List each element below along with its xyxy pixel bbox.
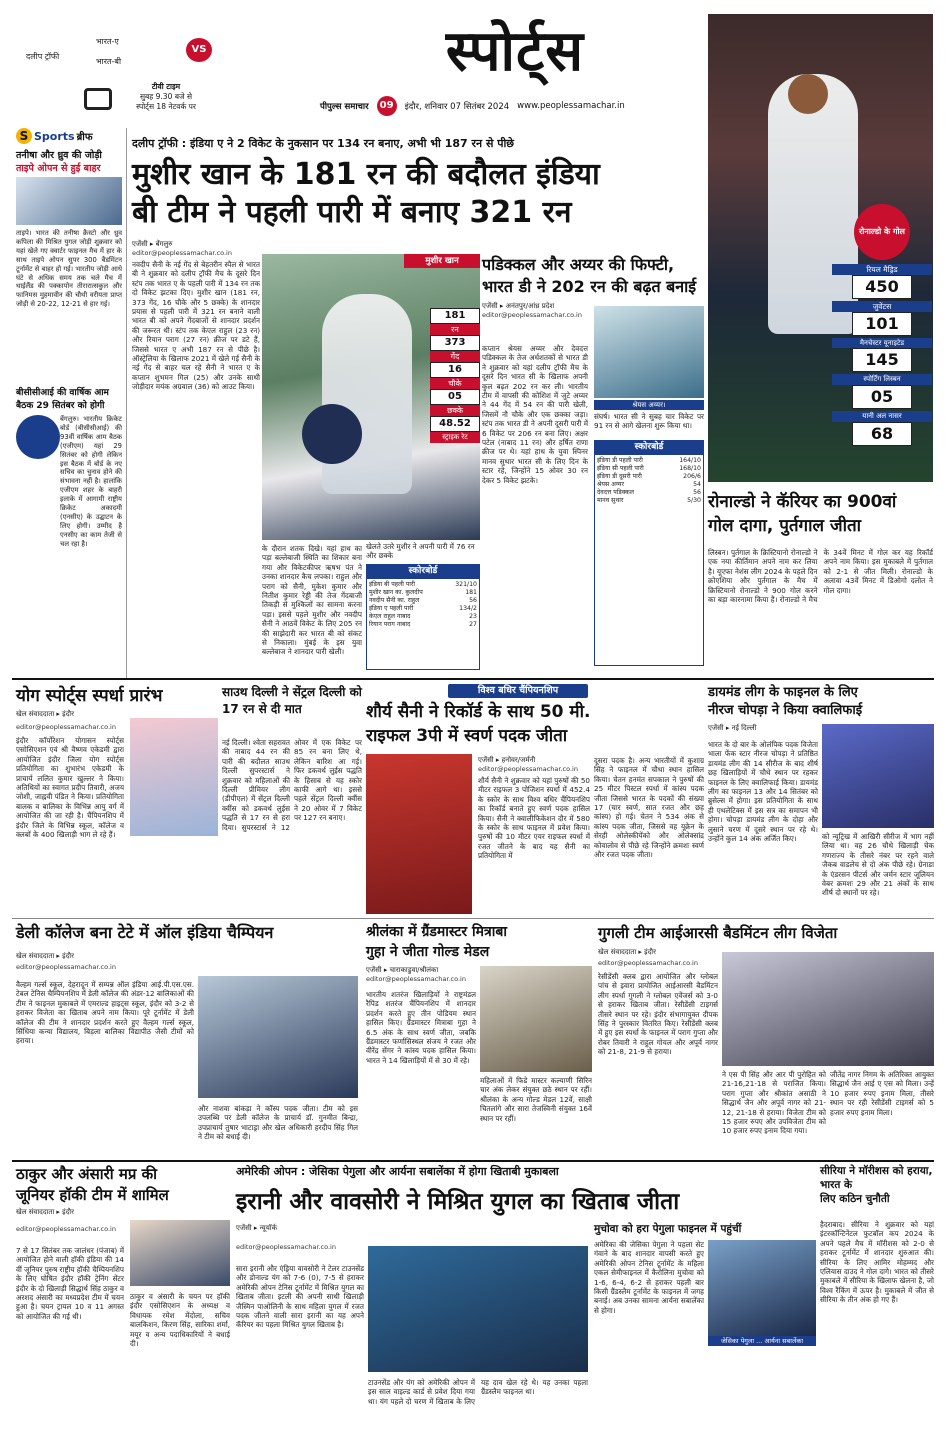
daly-body: वैल्हम गर्ल्स स्कूल, देहरादून में सम्पन्न ऑल इंडिया आई.पी.एस.एस. टेबल टेनिस चैम्पियनशिप में डेली कॉलेज की अंडर-12 बालिकाओं की टीम ने फाइनल मुकाबले में एमराल्ड हाइट्स स्कूल, इंदौर को 3-2 से हराकर विजेता का खिताब अपने नाम किया। पूरे टूर्नामेंट में डेली कॉलेज की टीम ने शानदार प्रदर्शन करते हुए वैल्हम गर्ल्स स्कूल, सिंधिया कन्या विद्यालय, बिड़ला बालिका विद्यापीठ जैसी टीमों को हराया। <box>16 980 194 1046</box>
badminton-story: गुगली टीम आईआरसी बैडमिंटन लीग विजेता खेल संवाददाता ▸ इंदौर editor@peoplessamachar.co.in <box>598 924 838 967</box>
daly-body-2: और नाशवा बांकड़ा ने कॉस्य पदक जीता। टीम को इस उपलब्धि पर डेली कॉलेज के प्राचार्य डॉ. गुनमीत बिन्द्रा, उपप्राचार्य तुषार भाटाड्रा और खेल अधिकारी हरदीप सिंह गिल ने टीम को बधाई दी। <box>198 1104 358 1142</box>
bcci-logo <box>16 415 60 459</box>
shooting-byline: एजेंसी ▸ हनोवर/जर्मनी editor@peoplessamachar.co.in <box>478 756 578 773</box>
photo-caption-tag: मुशीर खान <box>404 254 480 268</box>
neeraj-headline: डायमंड लीग के फाइनल के लिए नीरज चोपड़ा ने किया क्वालिफाई <box>708 685 863 718</box>
fixture-teams: भारत-ए भारत-बी <box>96 37 122 66</box>
badminton-photo <box>16 177 122 225</box>
shreyas-iyer-photo <box>594 306 704 398</box>
mauritius-body: हैदराबाद। सीरिया ने शुक्रवार को यहां इंटरकॉन्टिनेंटल फुटबॉल कप 2024 के अपने पहले मैच में मॉरीशस को 2-0 से हराकर टूर्नामेंट में शानदार शुरुआत की। सीरिया के लिए आमिर मोहम्मद और एलियास दाउद ने गोल दागे। भारत को तीसरे मुकाबले में सीरिया के खिलाफ खेलना है, जो विश्व रैंकिंग में ऊपर है। मुकाबले में जीत से सीरिया के तीन अंक हो गए हैं। <box>820 1220 934 1305</box>
ronaldo-headline: रोनाल्डो ने कॅरियर का 900वां गोल दागा, पुर्तगाल जीता <box>708 492 897 536</box>
hockey-body: 7 से 17 सितंबर तक जालंधर (पंजाब) में आयोजित होने वाली हॉकी इंडिया की 14 वीं जूनियर पुरुष राष्ट्रीय हॉकी चैम्पियनशिप के लिए घोषित इंदौर हॉकी ट्रेनिंग सेंटर इंदौर के दो खिलाड़ी सिद्धार्थ सिंह ठाकुर व अरशद अंसारी का मध्यप्रदेश टीम में चयन हुआ है। चयन ट्रायल 10 व 11 अगस्त को आयोजित की गई थी। <box>16 1246 124 1321</box>
lead-scorecard: स्कोरबोर्ड इंडिया बी पहली पारी 321/10 मुशीर खान का. कुलदीप 181 नवदीप सैनी का. राहुल 56 इंडिया ए पहली पारी 134/2 केएल राहुल नाबाद 23 रियान पराग नाबाद 27 <box>366 564 480 670</box>
shooting-body-2: दूसरा पदक है। अन्य भारतीयों में कुशाग्र सिंह ने फाइनल में चौथा स्थान हासिल किया। चेतन हनमंत सपकाल ने पुरुषों की 25 मीटर पिस्टल स्पर्धा में कांस्य पदक जीता जिससे भारत के पदकों की संख्या 17 (चार स्वर्ण, सात रजत और छह कांस्य) हो गई। चेतन ने 534 अंक से कांस्य पदक जीता, जिससे वह यूक्रेन के सेरही ओलेस्कीयेंको और ओलेक्सांद्र कोवालोव से पीछे रहे जिन्होंने क्रमशः स्वर्ण और रजत पदक जीता। <box>594 756 704 860</box>
second-body-2: संघर्ष। भारत सी ने सुबह चार विकेट पर 91 रन से आगे खेलना शुरू किया था। <box>594 412 704 431</box>
second-byline: एजेंसी ▸ अनंतपुर/आंध्र प्रदेश editor@peoplessamachar.co.in <box>482 302 582 319</box>
lead-body-2: के दौरान शतक दिखे। यहां हाथ का पड़ा बल्लेबाजी स्थिति का शिकार बना गया और विकेटकीपर ऋषभ पंत ने उनका शानदार कैच लपका। राहुल और पराग को सैनी, मुकेश कुमार और नितीश कुमार रेड्डी की तेज गेंदबाजी तिकड़ी से मुश्किलों का सामना करना पड़ा। इससे पहले मुशीर और नवदीप सैनी ने आठवें विकेट के लिए 205 रन की साझेदारी कर भारत बी को संकट से निकाला। मुंबई के इस युवा बल्लेबाज ने शानदार पारी खेली। <box>262 544 362 657</box>
chess-headline: श्रीलंका में ग्रैंडमास्टर मित्राबा गुहा ने जीता गोल्ड मेडल <box>366 924 507 960</box>
usopen-body: सारा इरानी और एंड्रिया वावसोरी ने टेलर टाउनसेंड और डोनाल्ड यंग को 7-6 (0), 7-5 से हराकर अमेरिकी ओपन टेनिस टूर्नामेंट में मिश्रित युगल का खिताब जीता। इटली की अपनी साथी खिलाड़ी जैस्मिन पाओलिनी के साथ महिला युगल में रजत पदक जीतने वाली सारा इरानी का यह अपने कॅरियर का पहला मिश्रित युगल खिताब है। <box>236 1264 364 1330</box>
badminton-body: रेसीडेंसी क्लब द्वारा आयोजित और ग्लोबल पांच से इवारा प्रायोजित आईआरसी बैडमिंटन लीग स्पर्धा गुगली ने ग्लोबल एवेंजर्स को 3-0 से हराकर खिताब जीता। रेसीडेंसी टाइगर्स तीसरे स्थान पर रहे। इंदौर संभागायुक्त दीपक सिंह ने पुरस्कार वितरित किए। रेसीडेंसी क्लब में हुए इस स्पर्धा के फाइनल में पराग गुप्ता और रोबर तिवारी ने राहुल गोयल और अपूर्व नागर को 21-8, 21-9 से हराया। <box>598 972 718 1057</box>
vs-badge: VS <box>186 38 212 62</box>
lead-kicker: दलीप ट्रॉफी : इंडिया ए ने 2 विकेट के नुकसान पर 134 रन बनाए, अभी भी 187 रन से पीछे <box>132 137 515 150</box>
ronaldo-goals-badge: रोनाल्डो के गोल <box>854 204 910 260</box>
masthead-strip: पीपुल्स समाचार 09 इंदौर, शनिवार 07 सितंबर 2024 www.peoplessamachar.in <box>320 96 700 116</box>
daly-team-photo <box>198 976 358 1098</box>
lead-body-1: नवदीप सैनी के नई गेंद से बेहतरीन स्पैल से भारत बी ने शुक्रवार को दलीप ट्रॉफी मैच के दूसरे दिन स्टंप तक भारत ए के पहली पारी में 134 रन तक दो विकेट झटका दिए। मुशीर खान (181 रन, 373 गेंद, 16 चौके और 5 छक्के) के शानदार प्रयास से पहली पारी में 321 रन बनाने वाली भारत बी को अपने गेंदबाजों से शानदार प्रदर्शन की जरूरत थी। स्टंप तक केएल राहुल (23 रन) और रियान पराग (27 रन) क्रीज पर डटे हैं, जिससे भारत ए अभी 187 रन से पीछे है। ऑस्ट्रेलिया के खिलाफ 2021 में खेले गई सैनी के नई गेंद से बाहर चल रहे सैनी ने भारत ए के कप्तान शुभमन गिल (25) और उनके साथी जोड़ीदार मयंक अग्रवाल (36) को आउट किया। <box>132 260 260 392</box>
neeraj-body: भारत के दो बार के ओलंपिक पदक विजेता भाला फेंक स्टार नीरज चोपड़ा ने प्रतिष्ठित डायमंड लीग की 14 सीरीज के बाद शीर्ष छह खिलाड़ियों में चौथे स्थान पर रहकर फाइनल के लिए क्वालिफाई किया। डायमंड लीग का फाइनल 13 और 14 सितंबर को ब्रुसेल्स में होगा। इस प्रतियोगिता के साथ ही एथलेटिक्स में इस सत्र का समापन भी होगा। चोपड़ा डायमंड लीग के दोहा और लुसाने चरण में दूसरे स्थान पर रहे थे। उन्होंने कुल 14 अंक अर्जित किए। <box>708 740 818 844</box>
shaurya-saini-photo <box>366 754 472 914</box>
second-body: कप्तान श्रेयस अय्यर और देवदत्त पडिक्कल के तेज अर्धशतकों से भारत डी ने शुक्रवार को यहां दलीप ट्रॉफी मैच के दूसरे दिन भारत सी के खिलाफ अपनी कुल बढ़त 202 रन कर ली। भारतीय टीम में वापसी की कोशिश में जुटे अय्यर ने 44 गेंद में 54 रन की पारी खेली, जिसमें नौ चौके और एक छक्का जड़ा। स्टंप तक भारत डी ने अपनी दूसरी पारी में 6 विकेट पर 206 रन बना लिए। अक्षर पटेल (नाबाद 11 रन) और हर्षित राणा क्रीज पर थे। यहां हाथ के युवा स्पिनर मानव सुथार भारत सी के लिए दिन के स्टार रहे, जिन्होंने 15 ओवर 30 रन देकर 5 विकेट झटके। <box>482 344 588 485</box>
usopen-kicker: अमेरिकी ओपन : जेसिका पेगुला और आर्यना सबालेंका में होगा खिताबी मुकाबला <box>236 1165 559 1178</box>
shooting-kicker: विश्व बधिर चैंपियनशिप <box>448 684 588 698</box>
mauritius-headline: सीरिया ने मॉरीशस को हराया, भारत के लिए कठिन चुनौती <box>820 1165 933 1205</box>
badminton-body-2: ने एस पी सिंह और आर पी पुरोहित को 21-16,21-18 से पराजित किया। पराग गुप्ता और श्रीकांत असाठी ने सिद्धार्थ जैन और अपूर्व नागर को 21-12, 21-18 से हराया। विजेता टीम को 15 हजार रुपए और उपविजेता टीम को 10 हजार रुपए इनाम दिया गया। <box>722 1070 826 1136</box>
usopen-byline: एजेंसी ▸ न्यूयॉर्क editor@peoplessamachar.co.in <box>236 1224 336 1251</box>
musheer-stats: 181 रन 373 गेंद 16 चौके 05 छक्के 48.52 स्ट्राइक रेट <box>430 308 480 443</box>
pegula-sabalenka-photo <box>708 1240 816 1336</box>
yoga-story: योग स्पोर्ट्स स्पर्धा प्रारंभ खेल संवाददाता ▸ इंदौर editor@peoplessamachar.co.in <box>16 686 163 731</box>
page-number: 09 <box>377 96 397 116</box>
usopen-headline: इरानी और वावसोरी ने मिश्रित युगल का खिताब जीता <box>236 1189 680 1215</box>
lead-byline: एजेंसी ▸ बेंगलुरु editor@peoplessamachar.co.in <box>132 240 232 257</box>
mixed-doubles-photo <box>368 1246 588 1372</box>
lead-headline: मुशीर खान के 181 रन की बदौलत इंडिया बी टीम ने पहली पारी में बनाए 321 रन <box>132 157 600 230</box>
yoga-photo <box>130 718 218 836</box>
delhi-body: नई दिल्ली। श्वेता सहरावत की नाबाद 44 रन की पारी की बदौलत साउथ दिल्ली सुपरस्टार्स ने शुक्रवार को महिलाओं की दिल्ली प्रीमियर लीग (डीपीएल) में सेंट्रल दिल्ली क्वींस को डकवर्थ लुईस पद्धति से 17 रन से हरा दिया। सुपरस्टार्स ने 12 ओवर में एक विकेट पर 85 रन बना लिए थे, लेकिन बारिश आ गई। फिर डकवर्थ लुईस पद्धति के हिसाब से यह स्कोर काफी आगे था। इससे पहले सेंट्रल दिल्ली क्वींस ने 20 ओवर में 7 विकेट पर 127 रन बनाए। <box>222 738 362 832</box>
chess-byline: एजेंसी ▸ चाराकाडुवा/श्रीलंका editor@peoplessamachar.co.in <box>366 966 466 983</box>
neeraj-body-2: को न्यूट्रिख में आखिरी सीरीज में भाग नहीं लिया था। वह 26 चौथे खिलाड़ी चेक गणराज्य के तीसरे नंबर पर रहने वाले जैकब वाडलेच से दो अंक पीछे रहे। ग्रेनाडा के एंडरसन पीटर्स और जर्मन स्टार जूलियन वेबर क्रमशः 29 और 21 अंकों के साथ शीर्ष दो स्थानों पर रहे। <box>822 832 934 898</box>
pegula-headline: मुचोवा को हरा पेगुला फाइनल में पहुंचीं <box>594 1223 742 1235</box>
chess-body-2: महिलाओं में फिडे मास्टर कल्याणी सिरिन चार अंक लेकर संयुक्त छठे स्थान पर रहीं। श्रीलंका के अन्य गोल्ड मेडल 12वें, साक्षी चितलांगे और सारा तेजस्विनी संयुक्त 16वें स्थान पर रहीं। <box>480 1076 592 1123</box>
ronaldo-body: लिस्बन। पुर्तगाल के क्रिस्टियानो रोनाल्डो ने एक नया कीर्तिमान अपने नाम कर लिया है। यूएफा नेशंस लीग 2024 के पहले दिन क्रोएशिया और पुर्तगाल के मैच में क्रिस्टियानो रोनाल्डो ने 900 गोल करने का बड़ा कारनामा किया है। रोनाल्डो ने मैच के 34वें मिनट में गोल कर यह रिकॉर्ड अपने नाम किया। इस मुकाबले में पुर्तगाल को 2-1 से जीत मिली। रोनाल्डो के अलावा 43वें मिनट में डिओगो दलोत ने गोल दागा। <box>708 548 933 605</box>
daly-story: डेली कॉलेज बना टेटे में ऑल इंडिया चैम्पियन खेल संवाददाता ▸ इंदौर editor@peoplessamachar.co.in <box>16 923 274 971</box>
chess-body-1: भारतीय शतरंज खिलाड़ियों ने राष्ट्रमंडल रैपिड शतरंज चैंपियनशिप में शानदार प्रदर्शन करते हुए तीन पोडियम स्थान हासिल किए। ग्रैंडमास्टर मित्राबा गुहा ने 6.5 अंक के साथ स्वर्ण जीता, जबकि ग्रैंडमास्टर फर्णासिस्थल संजय ने रजत और वीरेंद्र सेंगर ने कांस्य पदक हासिल किया। भारत ने 14 खिलाड़ियों में से 30 में रहे। <box>366 990 476 1065</box>
shooting-headline: शौर्य सैनी ने रिकॉर्ड के साथ 50 मी. राइफल 3पी में स्वर्ण पदक जीता <box>366 702 591 746</box>
badminton-body-3: जीतेंद्र नागर निगम के अतिरिक्त आयुक्त सिद्धार्थ जैन आई ए एस को मिला। उन्हें 10 हजार रुपए इनाम मिला, तीसरे स्थान पर रही रेसीडेंसी टाइगर्स को 5 हजार रुपए इनाम मिला। <box>830 1070 934 1117</box>
second-headline: पडिक्कल और अय्यर की फिफ्टी, भारत डी ने 202 रन की बढ़त बनाई <box>482 255 697 296</box>
hockey-headline: ठाकुर और अंसारी मप्र की जूनियर हॉकी टीम में शामिल खेल संवाददाता ▸ इंदौर editor@peoplessamachar.co.in <box>16 1165 169 1233</box>
pegula-body: अमेरिका की जेसिका पेगुला ने पहला सेट गंवाने के बाद शानदार वापसी करते हुए अमेरिकी ओपन टेनिस टूर्नामेंट के महिला एकल सेमीफाइनल में कैरोलिना मुचोवा को 1-6, 6-4, 6-2 से हराकर पहली बार किसी ग्रैंडस्लैम टूर्नामेंट के फाइनल में जगह बनाई। अब उनका सामना आर्यना सबालेंका से होगा। <box>594 1240 704 1315</box>
hockey-body-2: ठाकुर व अंसारी के चयन पर हॉकी इंदौर एसोसिएशन के अध्यक्ष व विधायक रमेश मेंदोला, सचिव बालकिशन, किरण सिंह, सारिका शर्मा, मयूर व अन्य पदाधिकारियों ने बधाई दी। <box>130 1292 230 1349</box>
masthead-title: स्पोर्ट्स <box>445 19 585 84</box>
hockey-players-photo <box>130 1220 230 1286</box>
tv-timing: टीवी टाइम सुबह 9.30 बजे से स्पोर्ट्स 18 नेटवर्क पर <box>136 82 196 111</box>
badminton-team-photo <box>722 952 934 1066</box>
delhi-story: साउथ दिल्ली ने सेंट्रल दिल्ली को 17 रन से दी मात <box>222 685 362 716</box>
site-url[interactable]: www.peoplessamachar.in <box>517 101 625 111</box>
yoga-body: इंदौर कॉर्पोरेशन योगासन स्पोर्ट्स एसोसिएशन एवं श्री वैष्णव एकेडमी द्वारा आयोजित इंदौर जिला योग स्पोर्ट्स प्रतियोगिता का शुभारंभ एकेडमी के प्राचार्य ललित कुमार खुल्लर ने किया। अतिथियों का स्वागत प्रदीप तिवारी, अजय जोशी, जाह्नवी पंडित ने किया। प्रतियोगिता बालक व बालिका के विभिन्न आयु वर्ग में आयोजित की जा रही है। चैंपियनशिप में इंदौर जिले के विभिन्न स्कूल, कॉलेज व क्लबों के 400 खिलाड़ी भाग ले रहे हैं। <box>16 736 124 840</box>
tv-icon <box>84 88 112 110</box>
shooting-body-1: शौर्य सैनी ने शुक्रवार को यहां पुरुषों की 50 मीटर राइफल 3 पोजिशन स्पर्धा में 452.4 के स्कोर के साथ विश्व बधिर चैंपियनशिप का रिकॉर्ड बनाते हुए स्वर्ण पदक हासिल किया। सैनी ने क्वालीफिकेशन दौर में 580 के स्कोर के साथ फाइनल में प्रवेश किया। पुरुषों की 10 मीटर एयर राइफल स्पर्धा में रजत जीतने के बाद यह सैनी का प्रतियोगिता में <box>478 776 590 861</box>
sports-brief: S Sports ब्रीफ तनीषा और ध्रुव की जोड़ी ताइपे ओपन से हुई बाहर ताइपे। भारत की तनीषा क्रैस्टो और ध्रुव कपिला की मिश्रित युगल जोड़ी शुक्रवार को यहां खेले गए क्वार्टर फाइनल मैच में हार के साथ ताइपे ओपन सुपर 300 बैडमिंटन टूर्नामेंट से बाहर हो गई। भारतीय जोड़ी आधे घंटे से अधिक समय तक चले मैच में थाईलैंड की पक्कापोन तीरारात्सकुल और फानिमस मुहमावीन की चौथी वरीयता प्राप्त जोड़ी से 20-22, 12-21 से हार गई। बीसीसीआई की वार्षिक आम बैठक 29 सितंबर को होगी बेंगलुरु। भारतीय क्रिकेट बोर्ड (बीसीसीआई) की 93वीं वार्षिक आम बैठक (एजीएम) यहां 29 सितंबर को होगी लेकिन इस बैठक में बोर्ड के नए सचिव का चुनाव होने की संभावना नहीं है। हालांकि एजीएम शहर के बाहरी इलाके में आगामी राष्ट्रीय क्रिकेट अकादमी (एनसीए) के उद्घाटन के लिए होगी। उम्मीद है एनसीए का काम तेजी से चल रहा है। <box>16 129 122 548</box>
second-scorecard: स्कोरबोर्ड इंडिया डी पहली पारी 164/10 इंडिया सी पहली पारी 168/10 इंडिया डी दूसरी पारी 206/6 श्रेयस अय्यर 54 देवदत्त पडिक्कल 56 मानव सुथार 5/30 <box>594 440 704 666</box>
lead-photo-caption: खेलते उतरे मुशीर ने अपनी पारी में 76 रन और छक्के <box>366 542 475 560</box>
second-photo-caption: श्रेयस अय्यर। <box>594 400 704 410</box>
ronaldo-goals-panel: रोनाल्डो के गोल रियल मैड्रिड 450 जुवेंटस 101 मैनचेस्टर यूनाइटेड 145 स्पोर्टिंग लिस्बन 05 यानी अल नासर 68 <box>832 204 932 446</box>
chess-photo <box>480 966 592 1072</box>
usopen-body-2: टाउनसेंड और यंग को अमेरिकी ओपन में इस साल वाइल्ड कार्ड से प्रवेश दिया गया था। यंग पहले दो चरण में खिताब के लिए यह दाव खेल रहे थे। यह उनका पहला ग्रैंडस्लैम फाइनल था। <box>368 1378 588 1406</box>
pegula-photo-caption: जेसिका पेगुला ... आर्यना सबालेंका <box>708 1336 816 1346</box>
neeraj-byline: एजेंसी ▸ नई दिल्ली <box>708 724 757 732</box>
fixture-label: दलीप ट्रॉफी <box>26 52 60 61</box>
neeraj-photo <box>822 724 934 828</box>
